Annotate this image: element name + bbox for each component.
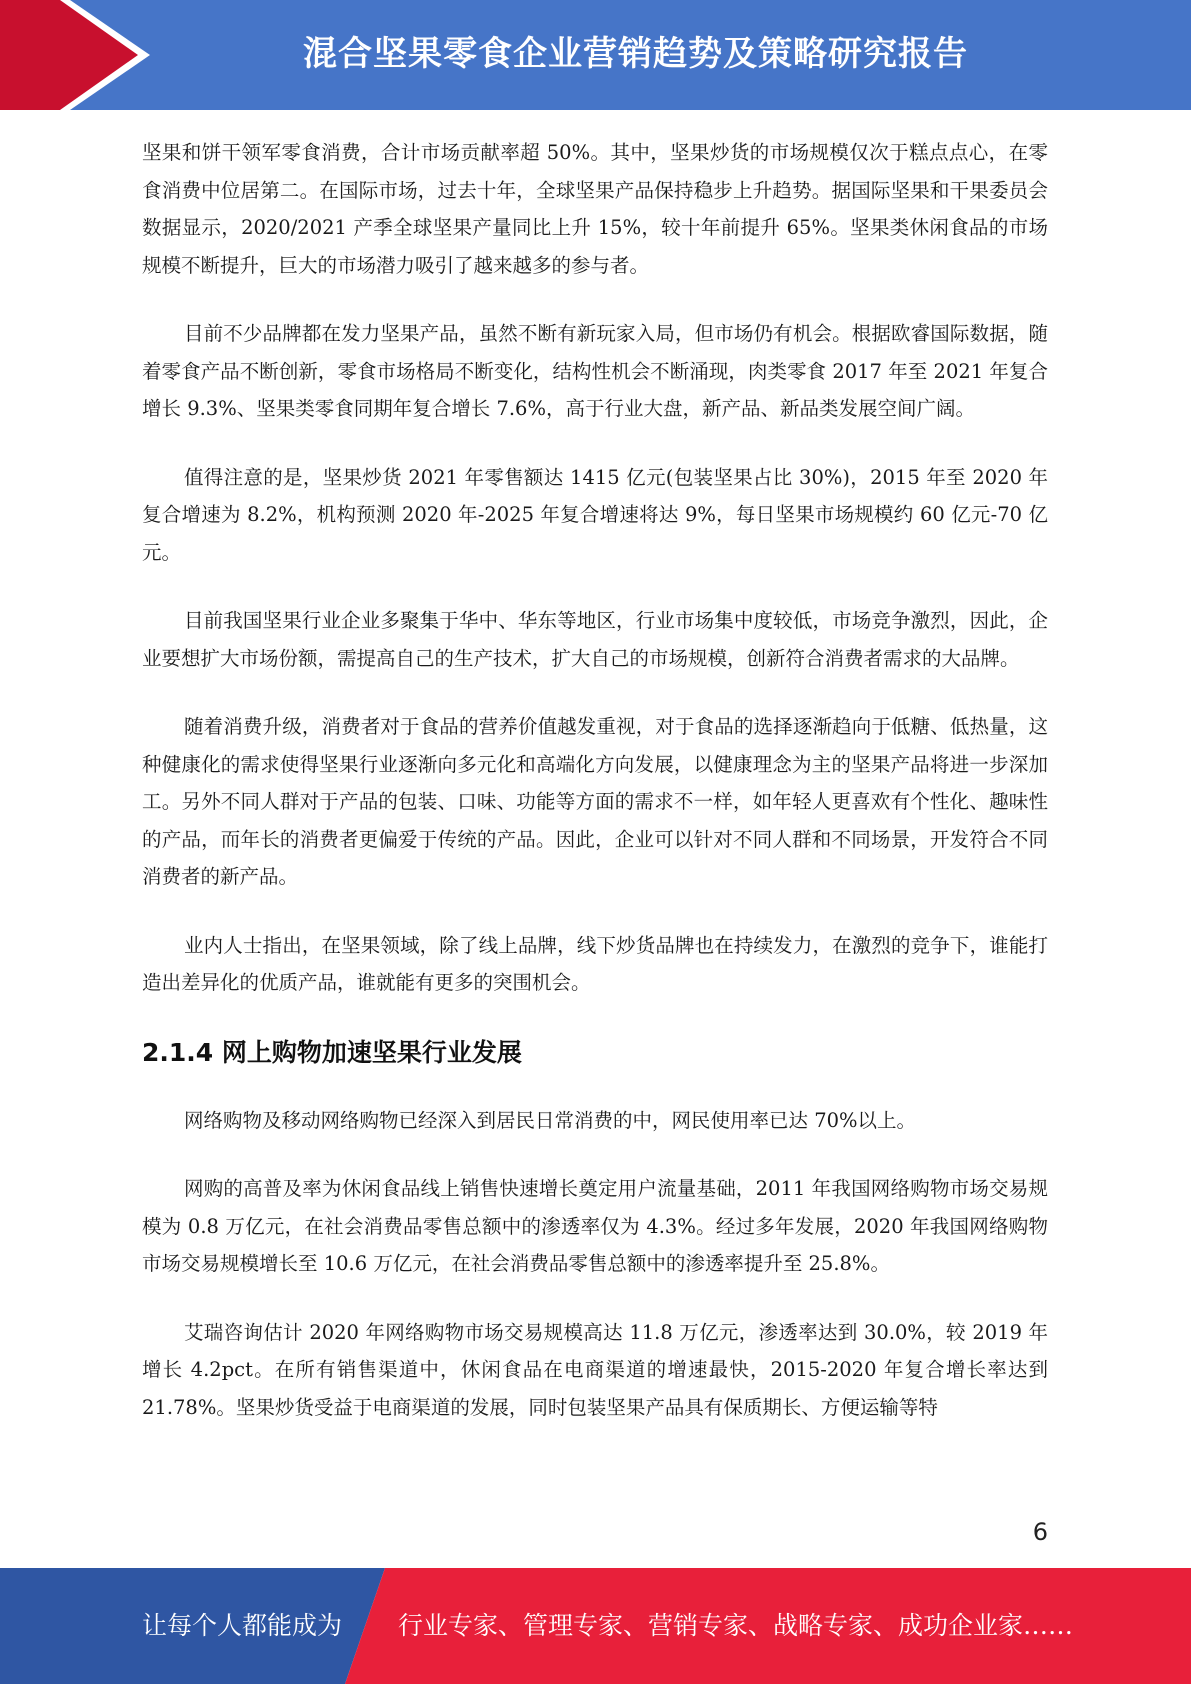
paragraph: 业内人士指出，在坚果领域，除了线上品牌，线下炒货品牌也在持续发力，在激烈的竞争下，谁能打造出差异化的优质产品，谁就能有更多的突围机会。	[142, 933, 1048, 994]
paragraph: 坚果和饼干领军零食消费，合计市场贡献率超 50%。其中，坚果炒货的市场规模仅次于糕点点心，在零食消费中位居第二。在国际市场，过去十年，全球坚果产品保持稳步上升趋势。据国际坚果和干果委员会数据显示，2020/2021 产季全球坚果产量同比上升 15%，较十年前提升 65%。坚果类休闲食品的市场规模不断提升，巨大的市场潜力吸引了越来越多的参与者。	[142, 141, 1048, 277]
page-footer	[0, 1568, 1191, 1684]
footer-slogan-right: 行业专家、管理专家、营销专家、战略专家、成功企业家……	[398, 1611, 1074, 1640]
footer-slogan-left: 让每个人都能成为	[142, 1611, 343, 1640]
paragraph: 目前不少品牌都在发力坚果产品，虽然不断有新玩家入局，但市场仍有机会。根据欧睿国际数据，随着零食产品不断创新，零食市场格局不断变化，结构性机会不断涌现，肉类零食 2017 年至 2021 年复合增长 9.3%、坚果类零食同期年复合增长 7.6%，高于行业大盘，新产品、新品类发展空间广阔。	[142, 322, 1048, 420]
paragraph: 值得注意的是，坚果炒货 2021 年零售额达 1415 亿元(包装坚果占比 30%)，2015 年至 2020 年复合增速为 8.2%，机构预测 2020 年-2025 年复合增速将达 9%，每日坚果市场规模约 60 亿元-70 亿元。	[142, 465, 1048, 564]
header-arrow-decoration	[0, 0, 160, 110]
paragraph: 网购的高普及率为休闲食品线上销售快速增长奠定用户流量基础，2011 年我国网络购物市场交易规模为 0.8 万亿元，在社会消费品零售总额中的渗透率仅为 4.3%。经过多年发展，2020 年我国网络购物市场交易规模增长至 10.6 万亿元，在社会消费品零售总额中的渗透率提升至 25.8%。	[142, 1177, 1048, 1275]
section-heading: 2.1.4 网上购物加速坚果行业发展	[142, 1037, 522, 1067]
paragraph: 目前我国坚果行业企业多聚集于华中、华东等地区，行业市场集中度较低，市场竞争激烈，因此，企业要想扩大市场份额，需提高自己的生产技术，扩大自己的市场规模，创新符合消费者需求的大品牌。	[142, 609, 1048, 670]
main-content	[142, 134, 1055, 1457]
paragraph: 随着消费升级，消费者对于食品的营养价值越发重视，对于食品的选择逐渐趋向于低糖、低热量，这种健康化的需求使得坚果行业逐渐向多元化和高端化方向发展，以健康理念为主的坚果产品将进一步深加工。另外不同人群对于产品的包装、口味、功能等方面的需求不一样，如年轻人更喜欢有个性化、趣味性的产品，而年长的消费者更偏爱于传统的产品。因此，企业可以针对不同人群和不同场景，开发符合不同消费者的新产品。	[142, 715, 1048, 888]
paragraph: 艾瑞咨询估计 2020 年网络购物市场交易规模高达 11.8 万亿元，渗透率达到 30.0%，较 2019 年增长 4.2pct。在所有销售渠道中，休闲食品在电商渠道的增速最快，2015-2020 年复合增长率达到 21.78%。坚果炒货受益于电商渠道的发展，同时包装坚果产品具有保质期长、方便运输等特	[142, 1320, 1055, 1419]
paragraph: 网络购物及移动网络购物已经深入到居民日常消费的中，网民使用率已达 70%以上。	[184, 1108, 917, 1132]
page-number: 6	[1032, 1518, 1048, 1546]
report-title: 混合坚果零食企业营销趋势及策略研究报告	[303, 34, 968, 74]
page-header	[0, 0, 1191, 110]
